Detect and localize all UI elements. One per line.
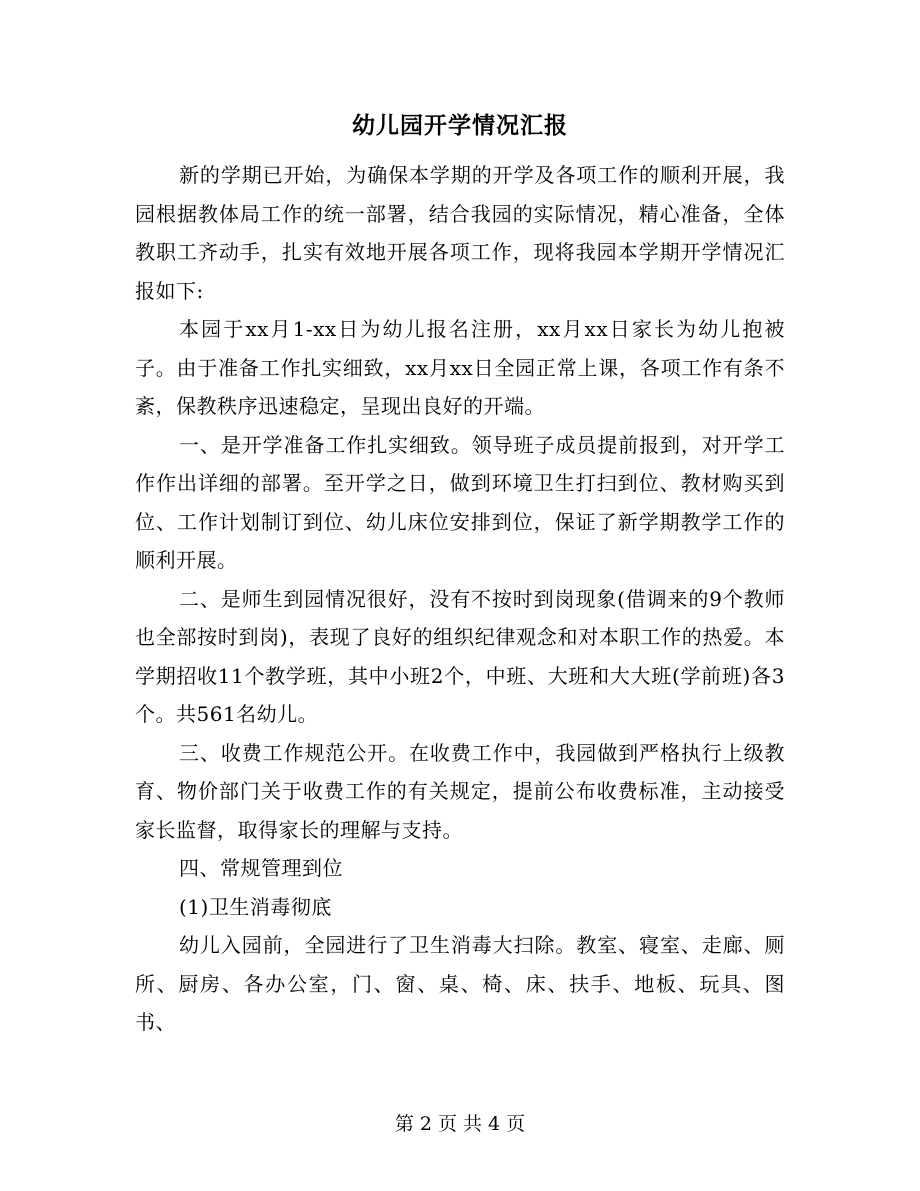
section-heading-4: 四、常规管理到位	[179, 856, 343, 880]
paragraph-section-3: 三、收费工作规范公开。在收费工作中，我园做到严格执行上级教育、物价部门关于收费工作的有关规定，提前公布收费标准，主动接受家长监督，取得家长的理解与支持。	[135, 740, 785, 842]
page-footer: 第 2 页 共 4 页	[394, 1113, 526, 1135]
subsection-heading-1: (1)卫生消毒彻底	[179, 894, 332, 919]
paragraph-disinfection: 幼儿入园前，全园进行了卫生消毒大扫除。教室、寝室、走廊、厕所、厨房、各办公室，门、窗、桌、椅、床、扶手、地板、玩具、图书、	[135, 933, 785, 1034]
paragraph-registration: 本园于xx月1-xx日为幼儿报名注册，xx月xx日家长为幼儿抱被子。由于准备工作扎实细致，xx月xx日全园正常上课，各项工作有条不紊，保教秩序迅速稳定，呈现出良好的开端。	[135, 317, 785, 418]
paragraph-section-1: 一、是开学准备工作扎实细致。领导班子成员提前报到，对开学工作作出详细的部署。至开学之日，做到环境卫生打扫到位、教材购买到位、工作计划制订到位、幼儿床位安排到位，保证了新学期教学工作的顺利开展。	[135, 432, 785, 572]
document-body	[135, 156, 785, 1042]
paragraph-section-2: 二、是师生到园情况很好，没有不按时到岗现象(借调来的9个教师也全部按时到岗)，表现了良好的组织纪律观念和对本职工作的热爱。本学期招收11个教学班，其中小班2个，中班、大班和大大班(学前班)各3个。共561名幼儿。	[135, 586, 785, 726]
document-title: 幼儿园开学情况汇报	[352, 112, 568, 139]
paragraph-intro: 新的学期已开始，为确保本学期的开学及各项工作的顺利开展，我园根据教体局工作的统一部署，结合我园的实际情况，精心准备，全体教职工齐动手，扎实有效地开展各项工作，现将我园本学期开学情况汇报如下:	[135, 163, 785, 303]
